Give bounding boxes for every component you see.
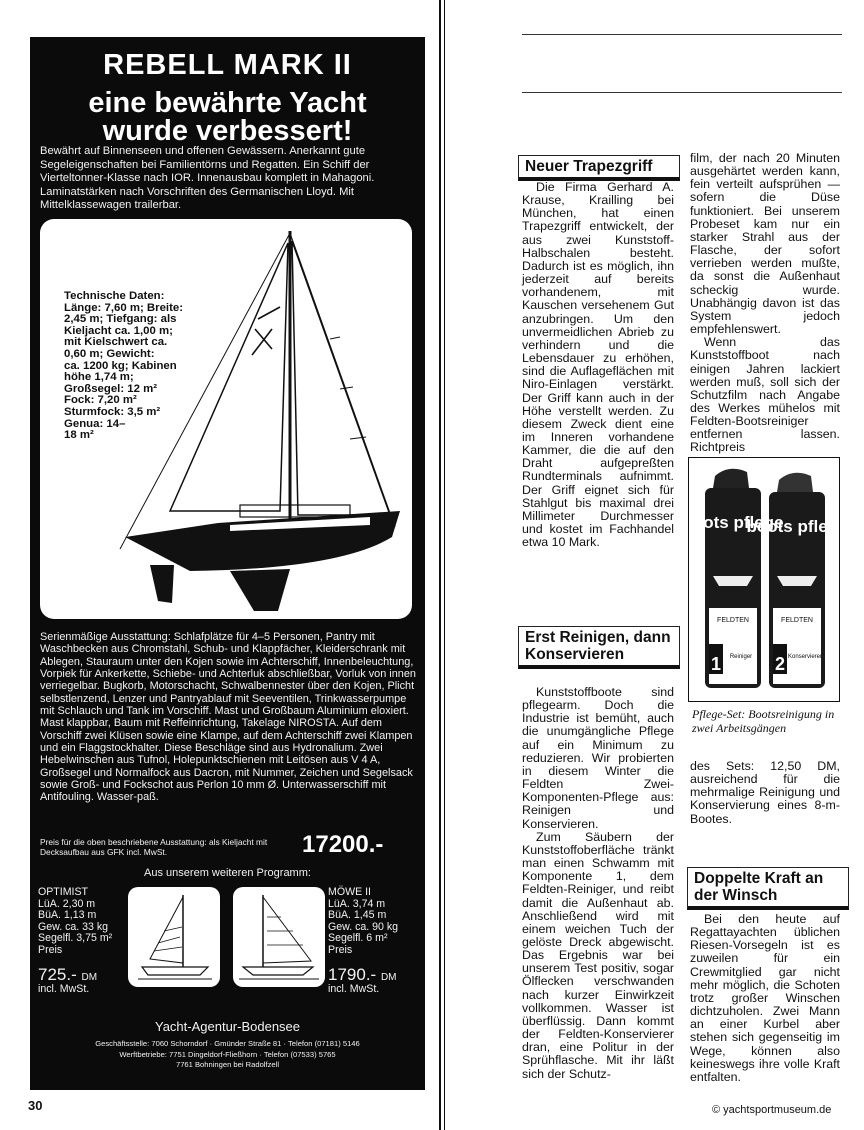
gutter-line [439,0,441,1130]
rebell-advertisement [30,37,425,1090]
optimist-spec-line: Preis [38,943,63,956]
tech-line: ca. 1200 kg; Kabinen [64,359,177,372]
tech-line: höhe 1,74 m; [64,371,134,384]
paragraph: Die Firma Gerhard A. Krause, Krailling bei München, hat einen Trapezgriff entwickelt, der aus zwei Kunststoff-Halbschalen besteht. Dadurch ist es möglich, ihn jederzeit auf bereits vorhandenem, mit Kauschen versehenem Gut anzubringen. Um den unvermeidlichen Abrieb zu verhindern und die Lebensdauer zu erhöhen, sind die Auflageflächen mit Niro-Einlagen verstärkt. Der Griff kann auch in der Höhe verstellt werden. Zu diesem Zweck dient eine im Inneren vorhandene Kammer, die die auf den Draht aufgepreßten Rundterminals aufnimmt. Der Griff eignet sich für Stahlgut bis maximal drei Millimeter Durchmesser und kostet im Fachhandel etwa 10 Mark. [522,180,674,550]
optimist-spec-line: BüA. 1,13 m [38,909,97,922]
mowe-boat-icon [233,887,325,987]
agency-address [30,1039,425,1071]
paragraph: Kunststoffboote sind pflegearm. Doch die Industrie ist bemüht, auch die unumgängliche Pflege auf ein Minimum zu reduzieren. Wir probierten in diesem Winter die Feldten Zwei-Komponenten-Pflege aus: Reinigen und Konservieren. [522,685,674,831]
can2-label: boots pflege [746,517,839,536]
mowe-spec-line: Gew. ca. 90 kg [328,920,399,933]
spray-cans-image [689,458,839,701]
technical-data [64,291,214,442]
tech-line: Länge: 7,60 m; Breite: [64,301,184,314]
address-line: 7761 Bohningen bei Radolfzell [175,1060,280,1070]
optimist-price [38,965,97,985]
article-reinigen-text-end [690,760,840,826]
top-rule [522,92,842,93]
optimist-currency: DM [81,972,98,983]
mowe-price-value: 1790.- [328,965,377,984]
mowe-vat: incl. MwSt. [328,983,380,995]
can1-number: 1 [710,654,722,674]
mowe-spec-line: LüA. 3,74 m [328,897,386,910]
tech-line: Genua: 14– [64,417,126,430]
tech-line: Großsegel: 12 m² [64,382,158,395]
optimist-illustration [128,887,220,987]
article-heading-trapezgriff: Neuer Trapezgriff [518,155,680,181]
can2-number: 2 [774,654,786,674]
mowe-specs [328,887,428,957]
article-reinigen-text-col2 [690,152,840,455]
address-line: Geschäftsstelle: 7060 Schorndorf · Gmünder Straße 81 · Telefon (07181) 5146 [95,1039,360,1048]
standard-equipment-text: Serienmäßige Ausstattung: Schlafplätze für 4–5 Personen, Pantry mit Waschbecken aus Chromstahl, Schub- und Klappfächer, Kleiderschrank mit Ablegen, Stauraum unter den Kojen sowie im Achterschiff, Innenbeleuchtung, Vorpiek für Ankerkette, Schiebe- und Achterluk abschließbar, Vorluk von innen verriegelbar. Bugkorb, Motorschacht, Schwalbennester über den Kojen, Plicht selbstlenzend, Lenzer und Pantryablauf mit Seeventilen, Trinkwasserpumpe mit Schlauch und Tank im Vorschiff. Mast und Großbaum Aluminium eloxiert. Mast klappbar, Baum mit Reffeinrichtung, Takelage NIROSTA. Auf dem Vorschiff zwei Klüsen sowie eine Klampe, auf dem Achterschiff zwei Klampen und ein Flaggstockhalter. Diese Beschläge sind aus Hydronalium. Zwei Hebelwinschen aus Tufnol, Holepunktschienen mit Leitösen aus V 4 A, Großsegel und Normalfock aus Dacron, mit Nummer, Zeichen und Segelsack sowie Groß- und Fockschot aus Perlon 10 mm Ø. Unterwasserschiff mit Antifouling. Wasser-paß. [40,631,416,804]
mowe-spec-line: Segelfl. 6 m² [328,932,388,945]
tech-line: mit Kielschwert ca. [64,336,168,349]
paragraph: Zum Säubern der Kunststoffoberfläche tränkt man einen Schwamm mit Komponente 1, dem Feldten-Reiniger, und reibt damit die Außenhaut ab. Anschließend wird mit einem weichen Tuch der gelöste Dreck abgewischt. Das Ergebnis war bei unserem Test positiv, sogar Ölflecken verschwanden nach kurzer Einwirkzeit vollkommen. Wasser ist überflüssig. Dann kommt der Feldten-Konservierer dran, eine Politur in der Sprühflasche. Mit ihr läßt sich der Schutz- [522,829,674,1081]
tech-line: 0,60 m; Gewicht: [64,347,155,360]
ad-title: REBELL MARK II [103,49,352,81]
optimist-specs [38,887,138,957]
agency-name: Yacht-Agentur-Bodensee [154,1019,301,1034]
tech-line: Kieljacht ca. 1,00 m; [64,324,173,337]
ad-subtitle-line2: wurde verbessert! [102,115,353,147]
tech-line: Fock: 7,20 m² [64,394,137,407]
photo-caption: Pflege-Set: Bootsreinigung in zwei Arbeitsgängen [692,707,835,735]
can2-brand: FELDTEN [781,617,813,624]
paragraph: Wenn das Kunststoffboot nach einigen Jahren lackiert werden muß, soll sich der Schutzfilm nach Angabe des Werkes mühelos mit Feldten-Bootsreiniger entfernen lassen. Richtpreis [690,335,840,455]
mowe-spec-line: BüA. 1,45 m [328,909,387,922]
optimist-boat-icon [128,887,220,987]
ad-intro-text: Bewährt auf Binnenseen und offenen Gewässern. Anerkannt gute Segeleigenschaften bei Familientörns und Regatten. Ein Schiff der Vierteltonner-Klasse nach IOR. Innenausbau komplett in Mahagoni. Laminatstärken nach Vorschriften des Germanischen Lloyd. Mit Mittelklassewagen trailerbar. [40,145,375,212]
optimist-vat: incl. MwSt. [38,983,90,995]
article-heading-reinigen: Erst Reinigen, dann Konservieren [518,626,680,669]
price-note: Preis für die oben beschriebene Ausstattung: als Kieljacht mit Decksaufbau aus GFK incl. MwSt. [40,837,268,857]
program-title: Aus unserem weiteren Programm: [144,867,311,879]
can1-label: boots pflege [689,513,784,532]
optimist-spec-line: LüA. 2,30 m [38,897,96,910]
paragraph: des Sets: 12,50 DM, ausreichend für die mehrmalige Reinigung und Konservierung eines 8-m-Bootes. [690,759,840,826]
tech-line: 18 m² [64,429,94,442]
mowe-spec-line: Preis [328,943,353,956]
address-line: Werftbetriebe: 7751 Dingeldorf-Fließhorn · Telefon (07533) 5765 [119,1049,336,1059]
article-reinigen-text-col1 [522,686,674,1081]
tech-line: Technische Daten: [64,290,165,302]
top-rule [522,34,842,35]
mowe-illustration [233,887,325,987]
mowe-price [328,965,397,985]
mowe-spec-line: MÖWE II [328,886,371,898]
article-trapezgriff-text [522,181,674,549]
watermark: © yachtsportmuseum.de [712,1104,832,1116]
can2-word: Konservierer [787,654,823,660]
tech-line: Sturmfock: 3,5 m² [64,405,161,418]
ad-subtitle [30,89,425,145]
optimist-price-value: 725.- [38,965,77,984]
page-number: 30 [28,1098,43,1113]
paragraph: film, der nach 20 Minuten ausgehärtet werden kann, fein verteilt aufsprühen — sofern die Düse funktioniert. Bei unserem Probeset kam nur ein starker Strahl aus der Flasche, der sofort verrieben werden mußte, da sonst die Außenhaut scheckig wurde. Unabhängig davon ist das System jedoch empfehlenswert. [690,151,840,337]
article-heading-winsch: Doppelte Kraft an der Winsch [687,867,849,910]
can1-brand: FELDTEN [717,617,749,624]
optimist-spec-line: OPTIMIST [38,886,89,898]
main-price: 17200.- [302,831,384,858]
mowe-currency: DM [380,972,397,983]
optimist-spec-line: Gew. ca. 33 kg [38,920,109,933]
article-winsch-text [690,913,840,1084]
tech-line: 2,45 m; Tiefgang: als [64,313,177,326]
sailboat-illustration-panel [40,219,412,619]
can1-word: Reiniger [729,654,753,660]
paragraph: Bei den heute auf Regattayachten üblichen Riesen-Vorsegeln ist es zuweilen für ein Crewmitglied gar nicht mehr möglich, die Schoten trotz großer Winschen dichtzuholen. Zwei Mann an einer Kurbel aber stehen sich gegenseitig im Wege, können also keineswegs ihre volle Kraft entfalten. [690,912,840,1084]
optimist-spec-line: Segelfl. 3,75 m² [38,932,113,945]
product-photo [688,457,840,702]
gutter-line [444,0,445,1130]
ad-subtitle-line1: eine bewährte Yacht [88,87,367,119]
